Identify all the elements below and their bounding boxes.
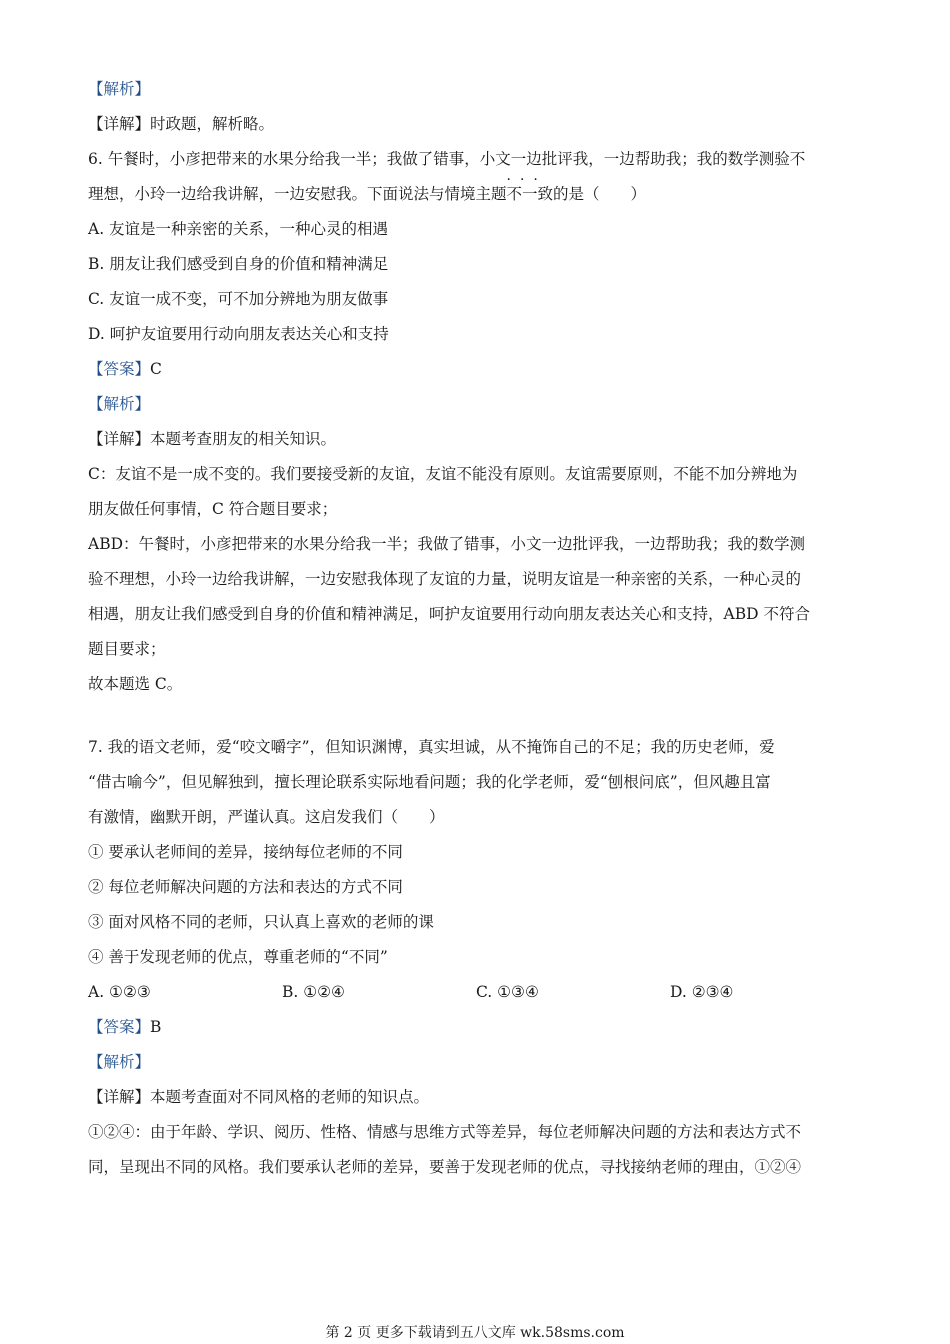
- analysis-tag: 【解析】: [88, 80, 151, 98]
- question-7-stem-line-1: 7. 我的语文老师，爱“咬文嚼字”，但知识渊博，真实坦诚，从不掩饰自己的不足；我的历史老师，爱: [88, 738, 775, 756]
- question-6-detail: [88, 422, 863, 457]
- question-6-option-b: B. 朋友让我们感受到自身的价值和精神满足: [88, 255, 389, 273]
- question-6-option-d: D. 呵护友谊要用行动向朋友表达关心和支持: [88, 325, 389, 343]
- question-7-item-3: ③ 面对风格不同的老师，只认真上喜欢的老师的课: [88, 913, 434, 931]
- question-7-stem-line-3: 有激情，幽默开朗，严谨认真。这启发我们（ ）: [88, 808, 445, 826]
- question-7-item-4: ④ 善于发现老师的优点，尊重老师的“不同”: [88, 948, 388, 966]
- answer-tag: 【答案】: [88, 360, 151, 378]
- question-7-answer: [88, 1010, 863, 1045]
- answer-value: B: [150, 1018, 162, 1036]
- answer-value: C: [150, 360, 162, 378]
- question-6-conclusion: 故本题选 C。: [88, 675, 183, 693]
- question-7-analysis-heading: [88, 1045, 863, 1080]
- question-6-stem-line-2: [88, 172, 863, 212]
- question-7-option-a: A. ①②③: [88, 983, 151, 1001]
- analysis-tag: 【解析】: [88, 395, 151, 413]
- detail-tag: 【详解】: [88, 1088, 151, 1106]
- detail-tag: 【详解】: [88, 430, 151, 448]
- question-6-stem-before: 理想，小玲一边给我讲解，一边安慰我。下面说法与情境主题: [88, 185, 507, 203]
- question-6-explanation-line: 朋友做任何事情，C 符合题目要求；: [88, 500, 338, 518]
- question-7-explanation-line: ①②④：由于年龄、学识、阅历、性格、情感与思维方式等差异，每位老师解决问题的方法和表达方式不: [88, 1123, 802, 1141]
- question-7-options: [88, 975, 863, 1010]
- question-6-stem-after: 的是（ ）: [553, 185, 647, 203]
- question-7-detail: [88, 1080, 863, 1115]
- question-7-stem-line-2: “借古喻今”，但见解独到，擅长理论联系实际地看问题；我的化学老师，爱“刨根问底”，但风趣且富: [88, 773, 771, 791]
- question-6-emphasis: [506, 172, 554, 203]
- analysis-heading: [88, 72, 863, 107]
- question-6-analysis-heading: [88, 387, 863, 422]
- question-7-option-b: B. ①②④: [282, 983, 345, 1001]
- question-7-option-c: C. ①③④: [476, 983, 539, 1001]
- question-6-option-a: A. 友谊是一种亲密的关系，一种心灵的相遇: [88, 220, 389, 238]
- question-6-explanation-line: 验不理想，小玲一边给我讲解，一边安慰我体现了友谊的力量，说明友谊是一种亲密的关系，一种心灵的: [88, 570, 802, 588]
- answer-tag: 【答案】: [88, 1018, 151, 1036]
- detail-tag: 【详解】: [88, 115, 151, 133]
- question-6-explanation-line: 相遇，朋友让我们感受到自身的价值和精神满足，呵护友谊要用行动向朋友表达关心和支持，ABD 不符合: [88, 605, 810, 623]
- detail-line: [88, 107, 863, 142]
- section-gap: [88, 702, 863, 730]
- question-6-explanation-line: C：友谊不是一成不变的。我们要接受新的友谊，友谊不能没有原则。友谊需要原则，不能不加分辨地为: [88, 465, 798, 483]
- question-6-stem-line-1: 6. 午餐时，小彦把带来的水果分给我一半；我做了错事，小文一边批评我，一边帮助我；我的数学测验不: [88, 150, 806, 168]
- question-7-explanation-line: 同，呈现出不同的风格。我们要承认老师的差异，要善于发现老师的优点，寻找接纳老师的理由，①②④: [88, 1158, 802, 1176]
- analysis-tag: 【解析】: [88, 1053, 151, 1071]
- question-7-item-1: ① 要承认老师间的差异，接纳每位老师的不同: [88, 843, 403, 861]
- question-6-explanation-line: ABD：午餐时，小彦把带来的水果分给我一半；我做了错事，小文一边批评我，一边帮助我；我的数学测: [88, 535, 806, 553]
- detail-text: 本题考查朋友的相关知识。: [150, 430, 337, 448]
- question-7-option-d: D. ②③④: [670, 983, 734, 1001]
- detail-text: 时政题，解析略。: [150, 115, 275, 133]
- question-7-item-2: ② 每位老师解决问题的方法和表达的方式不同: [88, 878, 403, 896]
- question-6-explanation-line: 题目要求；: [88, 640, 166, 658]
- question-6-answer: [88, 352, 863, 387]
- page-footer: 第 2 页 更多下载请到五八文库 wk.58sms.com: [325, 1325, 625, 1341]
- question-6-option-c: C. 友谊一成不变，可不加分辨地为朋友做事: [88, 290, 389, 308]
- document-page: [88, 72, 863, 1185]
- question-6-emphasis-text: 不一致: [506, 185, 554, 203]
- emphasis-dots: ···: [506, 172, 547, 188]
- detail-text: 本题考查面对不同风格的老师的知识点。: [150, 1088, 430, 1106]
